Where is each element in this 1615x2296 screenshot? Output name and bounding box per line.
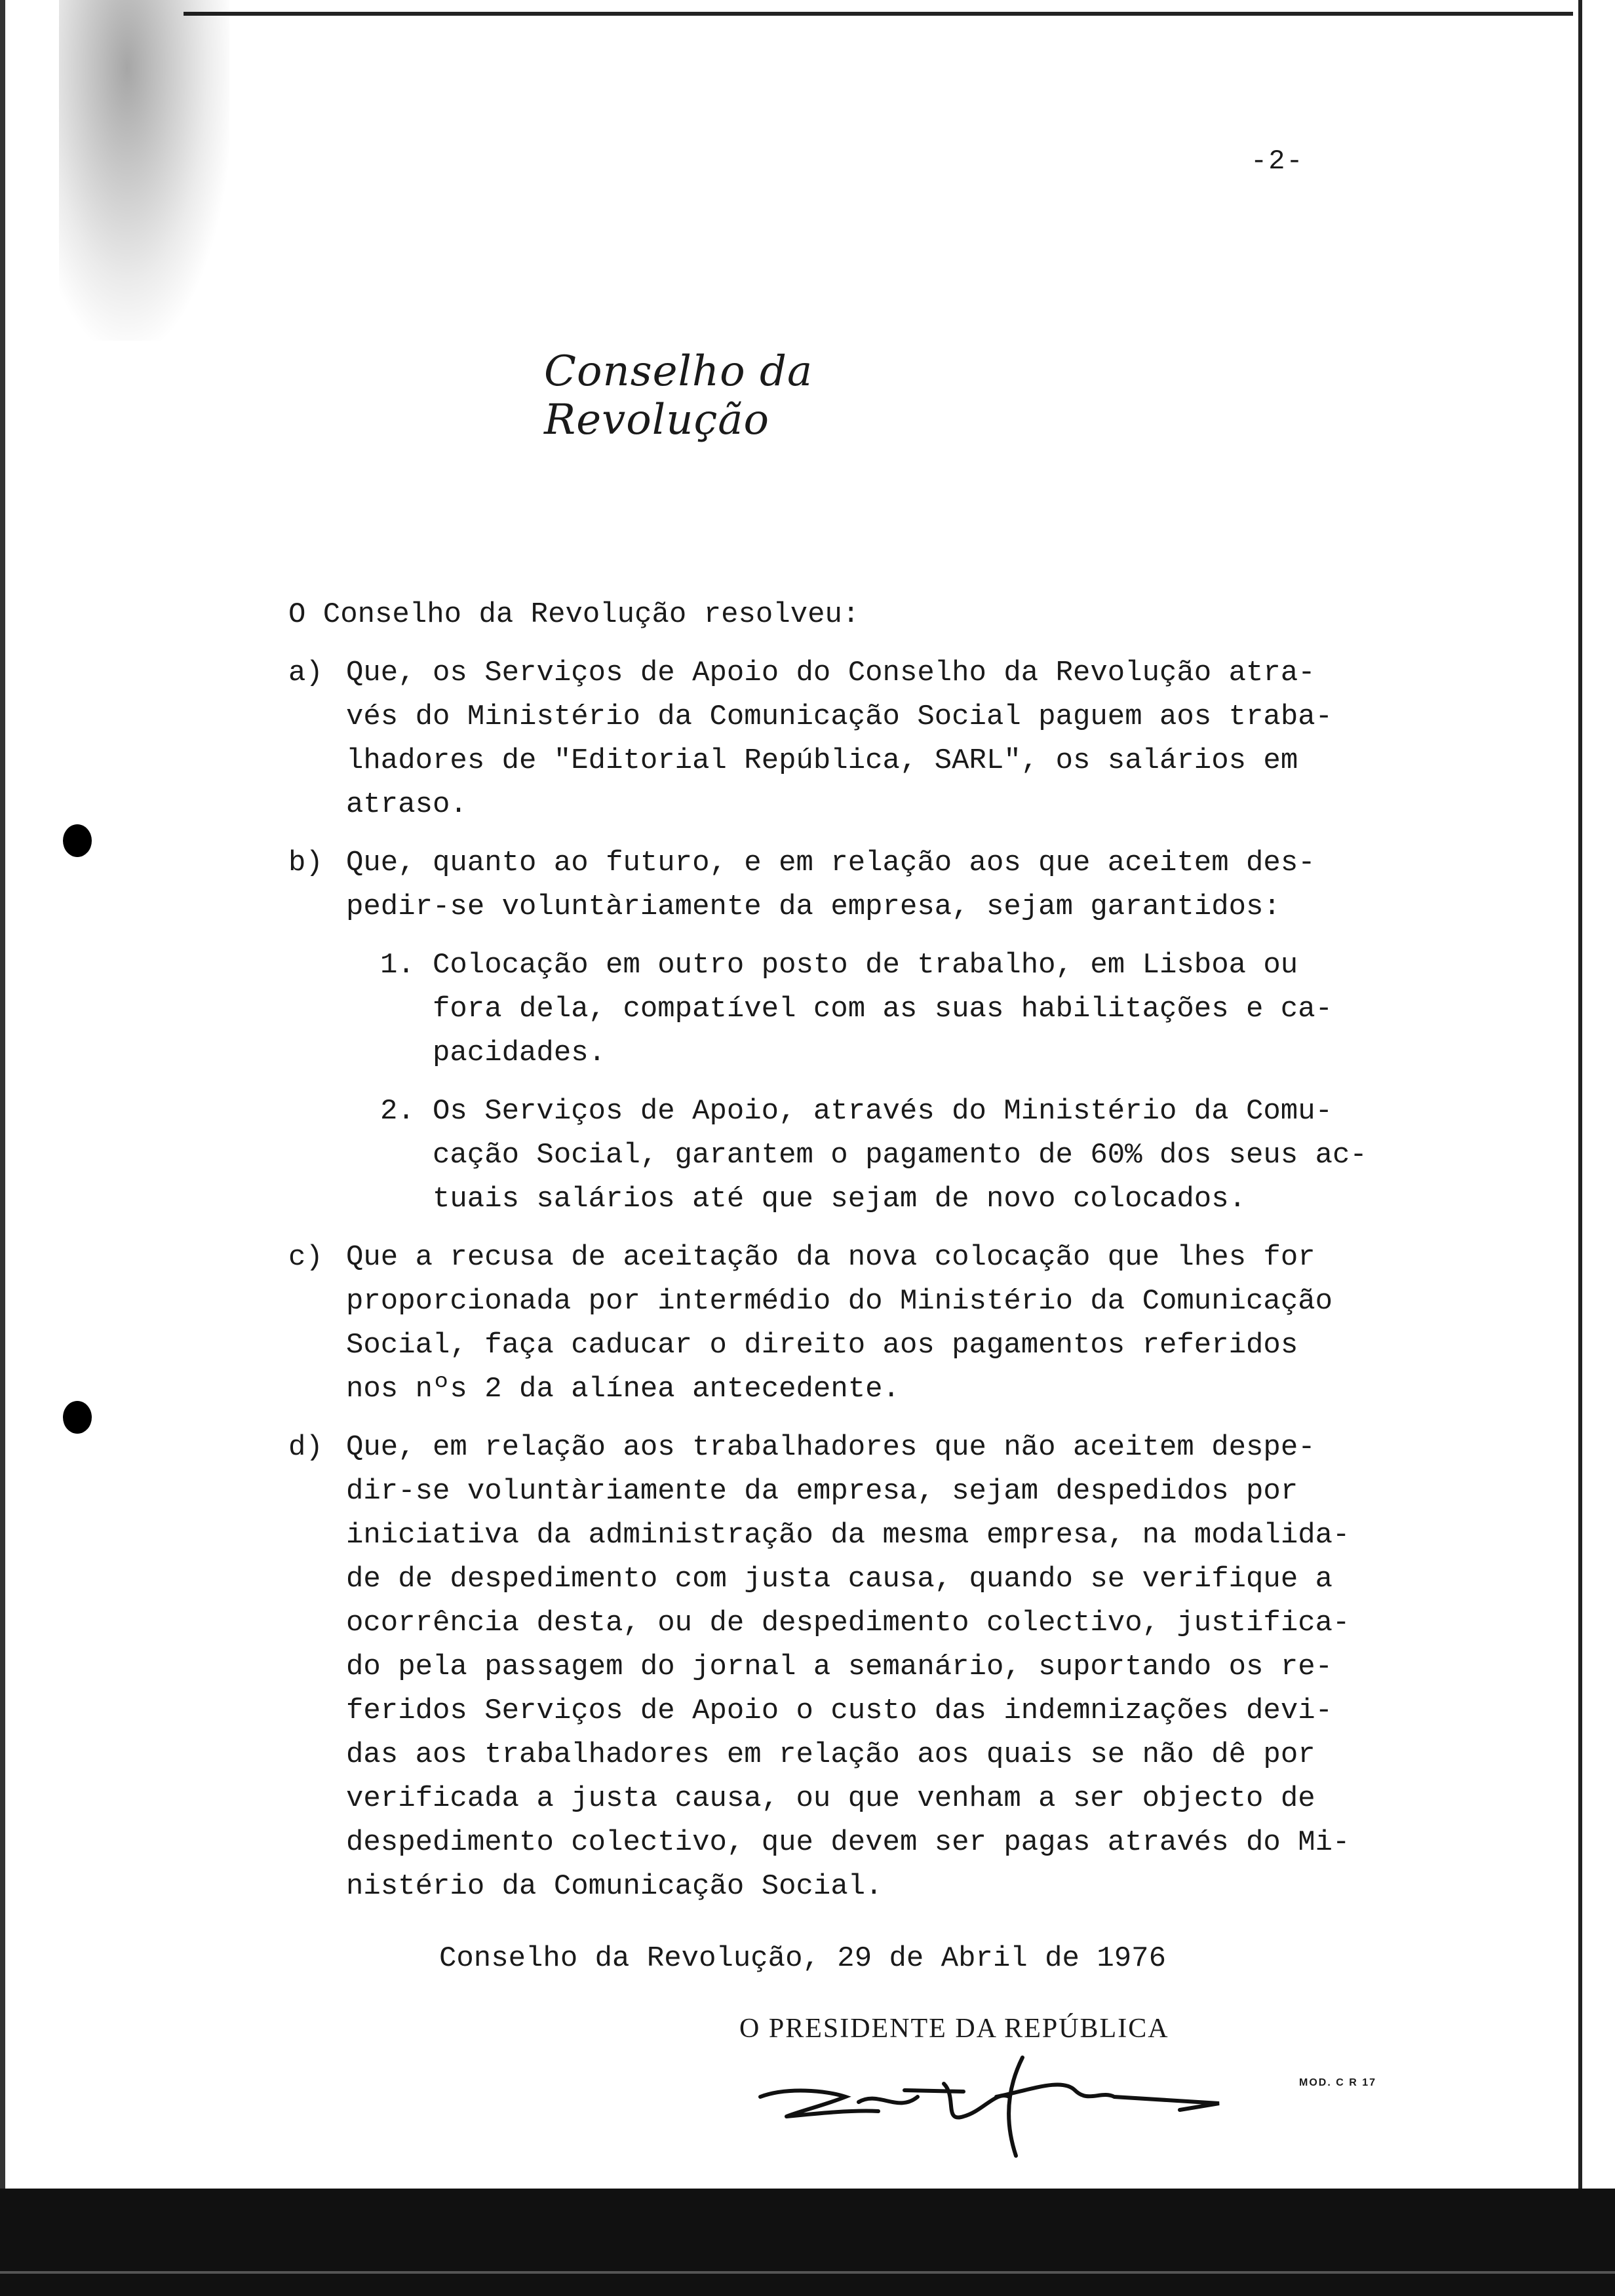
resolution-item-c (288, 1236, 1416, 1411)
resolution-subitem-2 (288, 1090, 1416, 1221)
subitem-marker: 2. (380, 1095, 415, 1128)
subitem-marker: 1. (380, 949, 415, 982)
scan-top-edge (184, 12, 1573, 16)
item-text: Que, quanto ao futuro, e em relação aos que aceitem des- pedir-se voluntàriamente da empresa, sejam garantidos: (346, 847, 1315, 923)
resolution-body (288, 593, 1416, 1909)
scan-right-edge (1578, 0, 1582, 2189)
item-marker: b) (288, 847, 323, 879)
letterhead: Conselho da Revolução (544, 347, 813, 444)
subitem-text: Colocação em outro posto de trabalho, em Lisboa ou fora dela, compatível com as suas habilitações e ca- pacidades. (433, 949, 1333, 1069)
scan-left-edge (0, 0, 5, 2296)
resolution-intro: O Conselho da Revolução resolveu: (288, 598, 860, 631)
closing-date: Conselho da Revolução, 29 de Abril de 1976 (439, 1942, 1166, 1975)
item-text: Que a recusa de aceitação da nova colocação que lhes for proporcionada por intermédio do Ministério da Comunicação Social, faça caducar o direito aos pagamentos referidos nos nºs 2 da alínea antecedente. (346, 1241, 1333, 1406)
item-marker: c) (288, 1241, 323, 1274)
item-marker: d) (288, 1431, 323, 1464)
scan-stain (59, 0, 229, 341)
resolution-item-a (288, 651, 1416, 827)
page-number: -2- (1251, 145, 1304, 177)
president-signature (747, 2051, 1258, 2162)
scan-bottom-line (0, 2271, 1615, 2274)
scan-bottom-band (0, 2189, 1615, 2296)
resolution-item-d (288, 1426, 1416, 1909)
item-text: Que, os Serviços de Apoio do Conselho da Revolução atra- vés do Ministério da Comunicação Social paguem aos traba- lhadores de "Editorial República, SARL", os salários em atraso. (346, 657, 1333, 821)
item-marker: a) (288, 657, 323, 689)
resolution-item-b (288, 841, 1416, 929)
subitem-text: Os Serviços de Apoio, através do Ministério da Comu- cação Social, garantem o pagamento de 60% dos seus ac- tuais salários até que sejam de novo colocados. (433, 1095, 1367, 1215)
punch-hole-top (63, 824, 92, 857)
punch-hole-bottom (63, 1401, 92, 1434)
closing-title: O PRESIDENTE DA REPÚBLICA (739, 2014, 1169, 2044)
resolution-subitem-1 (288, 944, 1416, 1075)
item-text: Que, em relação aos trabalhadores que não aceitem despe- dir-se voluntàriamente da empresa, sejam despedidos por iniciativa da administração da mesma empresa, na modalida- de de despedimento com justa causa, quando se verifique a ocorrência desta, ou de despedimento colectivo, justifica- do pela passagem do jornal a semanário, suportando os re- feridos Serviços de Apoio o custo das indemnizações devi- das aos trabalhadores em relação aos quais se não dê por verificada a justa causa, ou que venham a ser objecto de despedimento colectivo, que devem ser pagas através do Mi- nistério da Comunicação Social. (346, 1431, 1350, 1903)
form-code: MOD. C R 17 (1299, 2077, 1377, 2088)
